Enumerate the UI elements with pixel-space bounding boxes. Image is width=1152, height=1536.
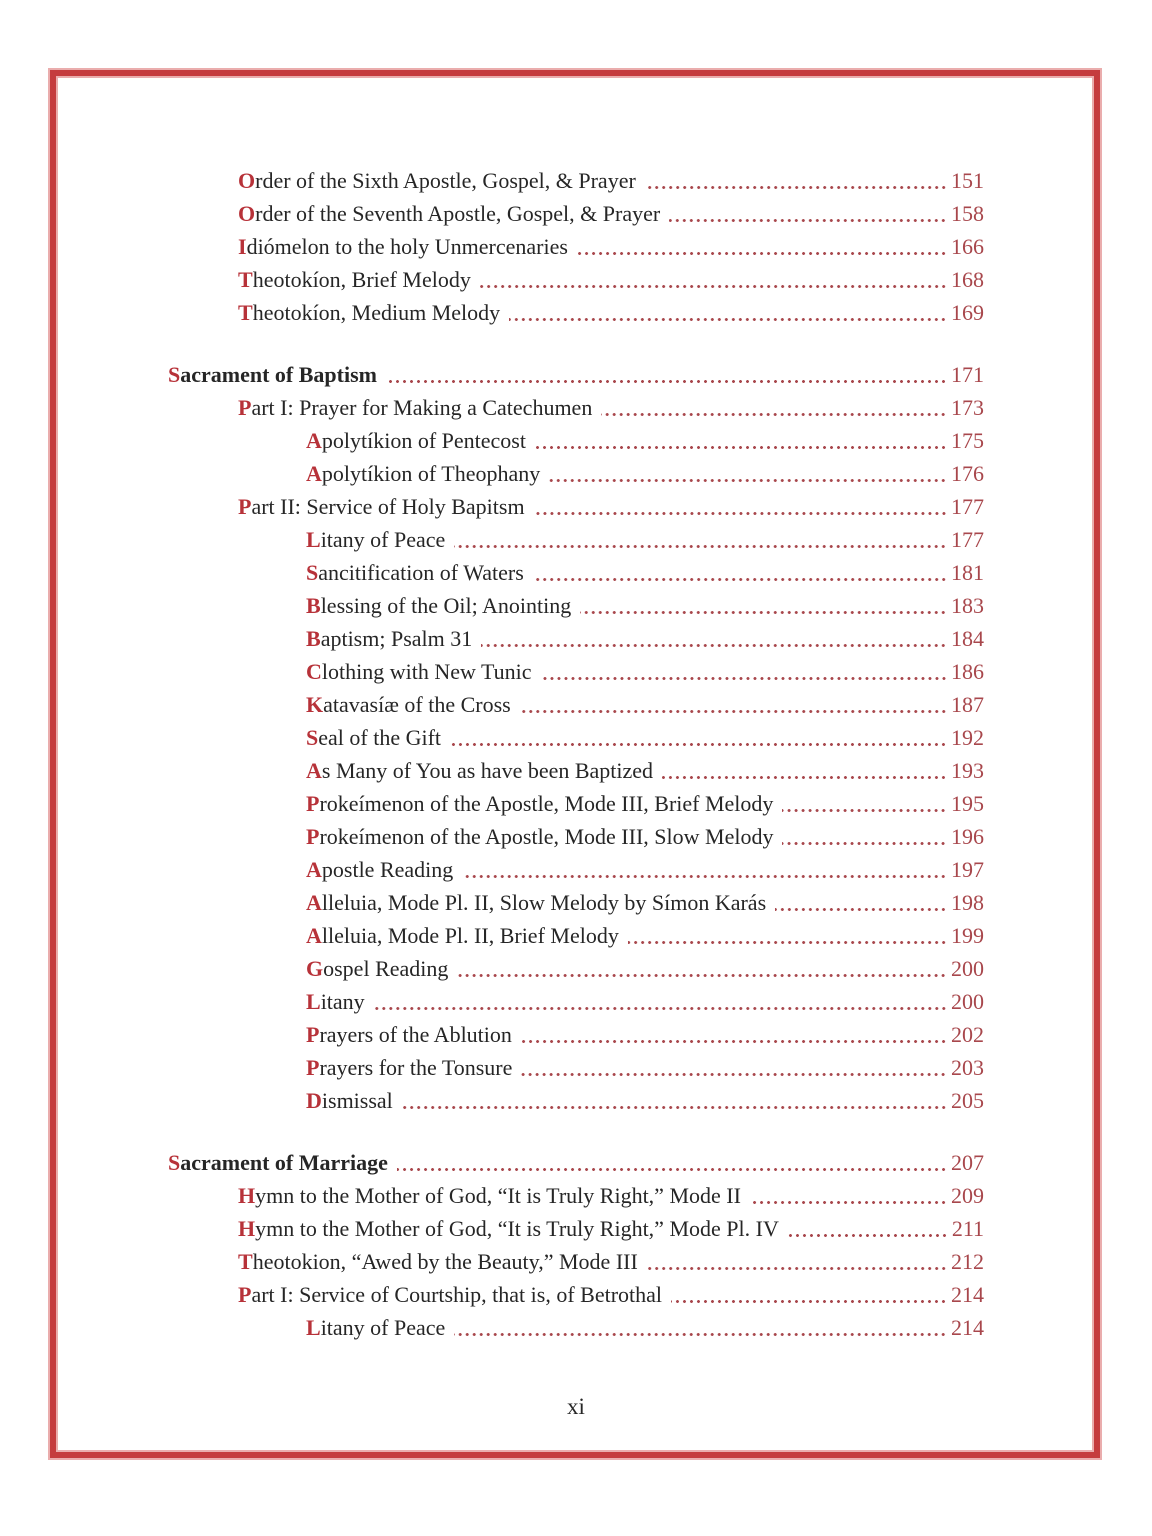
toc-entry-lead-letter: I <box>238 234 247 259</box>
toc-entry <box>168 457 984 490</box>
toc-entry-lead-letter: S <box>306 560 319 585</box>
toc-entry-page-number: 207 <box>951 1150 984 1175</box>
toc-entry-page-number: 176 <box>951 461 984 486</box>
toc-list <box>168 164 984 1344</box>
toc-entry <box>168 1245 984 1278</box>
dot-leader <box>402 1106 947 1109</box>
toc-entry-title: Sancitification of Waters <box>306 560 524 585</box>
toc-entry-lead-letter: S <box>306 725 319 750</box>
toc-entry-title: Alleluia, Mode Pl. II, Brief Melody <box>306 923 619 948</box>
page-number-footer: xi <box>567 1394 585 1419</box>
toc-entry-page-number: 169 <box>951 300 984 325</box>
toc-entry-title: Apolytíkion of Theophany <box>306 461 541 486</box>
dot-leader <box>520 710 947 713</box>
toc-entry <box>168 1179 984 1212</box>
dot-leader <box>386 380 947 383</box>
toc-entry <box>168 391 984 424</box>
toc-entry-page-number: 177 <box>951 494 984 519</box>
dot-leader <box>549 479 947 482</box>
toc-entry-page-number: 200 <box>951 989 984 1014</box>
toc-entry-title: Katavasíæ of the Cross <box>306 692 511 717</box>
toc-entry <box>168 490 984 523</box>
toc-entry <box>168 1146 984 1179</box>
toc-entry <box>168 787 984 820</box>
toc-entry <box>168 1212 984 1245</box>
toc-entry-title: Sacrament of Baptism <box>168 362 377 387</box>
toc-entry <box>168 263 984 296</box>
toc-entry-title: Blessing of the Oil; Anointing <box>306 593 572 618</box>
toc-entry-page-number: 203 <box>951 1055 984 1080</box>
toc-entry-page-number: 166 <box>951 234 984 259</box>
dot-leader <box>628 941 947 944</box>
dot-leader <box>782 842 947 845</box>
toc-entry-title: Prokeímenon of the Apostle, Mode III, Brief Melody <box>306 791 774 816</box>
dot-leader <box>454 1333 947 1336</box>
toc-entry-lead-letter: P <box>306 791 320 816</box>
toc-entry-page-number: 198 <box>951 890 984 915</box>
dot-leader <box>669 219 947 222</box>
toc-entry-page-number: 168 <box>951 267 984 292</box>
dot-leader <box>645 186 947 189</box>
toc-entry <box>168 919 984 952</box>
toc-entry <box>168 688 984 721</box>
toc-entry-title: Prayers of the Ablution <box>306 1022 512 1047</box>
toc-entry-page-number: 214 <box>951 1282 984 1307</box>
toc-entry-lead-letter: B <box>306 593 321 618</box>
dot-leader <box>775 908 947 911</box>
toc-entry <box>168 424 984 457</box>
toc-entry-lead-letter: K <box>306 692 324 717</box>
toc-entry-lead-letter: G <box>306 956 324 981</box>
toc-entry-lead-letter: C <box>306 659 322 684</box>
toc-entry-title: Litany of Peace <box>306 1315 446 1340</box>
toc-entry-title: Part I: Service of Courtship, that is, of Betrothal <box>238 1282 663 1307</box>
toc-entry-title: Sacrament of Marriage <box>168 1150 388 1175</box>
toc-entry-title: Order of the Sixth Apostle, Gospel, & Prayer <box>238 168 636 193</box>
toc-entry-lead-letter: A <box>306 461 322 486</box>
dot-leader <box>750 1201 947 1204</box>
toc-entry-page-number: 202 <box>951 1022 984 1047</box>
toc-entry-title: Prayers for the Tonsure <box>306 1055 513 1080</box>
dot-leader <box>462 875 947 878</box>
toc-entry <box>168 985 984 1018</box>
toc-entry <box>168 230 984 263</box>
dot-leader <box>788 1234 948 1237</box>
toc-entry-title: Gospel Reading <box>306 956 449 981</box>
toc-entry-page-number: 173 <box>951 395 984 420</box>
toc-entry-lead-letter: T <box>238 300 253 325</box>
toc-entry-page-number: 205 <box>951 1088 984 1113</box>
toc-entry <box>168 1084 984 1117</box>
dot-leader <box>521 1073 947 1076</box>
toc-entry-page-number: 197 <box>951 857 984 882</box>
toc-entry-page-number: 181 <box>951 560 984 585</box>
toc-entry-page-number: 209 <box>951 1183 984 1208</box>
toc-entry <box>168 523 984 556</box>
toc-entry-lead-letter: A <box>306 428 322 453</box>
toc-entry-page-number: 200 <box>951 956 984 981</box>
toc-entry <box>168 622 984 655</box>
toc-entry-title: Theotokion, “Awed by the Beauty,” Mode III <box>238 1249 638 1274</box>
dot-leader <box>535 446 947 449</box>
toc-entry-page-number: 196 <box>951 824 984 849</box>
toc-entry-title: Dismissal <box>306 1088 393 1113</box>
toc-entry <box>168 358 984 391</box>
toc-entry-title: Order of the Seventh Apostle, Gospel, & Prayer <box>238 201 661 226</box>
toc-entry-lead-letter: L <box>306 989 321 1014</box>
dot-leader <box>647 1267 947 1270</box>
toc-entry-lead-letter: P <box>306 1022 320 1047</box>
toc-entry-lead-letter: P <box>238 1282 252 1307</box>
toc-entry <box>168 296 984 329</box>
toc-entry-title: Clothing with New Tunic <box>306 659 532 684</box>
toc-entry-page-number: 158 <box>951 201 984 226</box>
toc-entry-lead-letter: O <box>238 201 256 226</box>
toc-entry-page-number: 211 <box>951 1216 984 1241</box>
toc-entry-page-number: 186 <box>951 659 984 684</box>
dot-leader <box>534 512 947 515</box>
toc-entry <box>168 1018 984 1051</box>
dot-leader <box>533 578 947 581</box>
toc-entry-page-number: 184 <box>951 626 984 651</box>
dot-leader <box>454 545 947 548</box>
toc-entry-lead-letter: S <box>168 1150 181 1175</box>
toc-entry-lead-letter: S <box>168 362 181 387</box>
dot-leader <box>480 285 947 288</box>
toc-entry-lead-letter: B <box>306 626 321 651</box>
dot-leader <box>374 1007 947 1010</box>
toc-entry-title: Prokeímenon of the Apostle, Mode III, Slow Melody <box>306 824 774 849</box>
toc-entry-page-number: 192 <box>951 725 984 750</box>
toc-entry-lead-letter: O <box>238 168 256 193</box>
toc-entry <box>168 655 984 688</box>
toc-entry <box>168 1278 984 1311</box>
dot-leader <box>662 776 947 779</box>
toc-entry-title: Apolytíkion of Pentecost <box>306 428 526 453</box>
toc-entry <box>168 820 984 853</box>
toc-entry-lead-letter: T <box>238 1249 253 1274</box>
toc-entry-page-number: 183 <box>951 593 984 618</box>
toc-entry-title: Part I: Prayer for Making a Catechumen <box>238 395 593 420</box>
dot-leader <box>601 413 947 416</box>
toc-entry-lead-letter: H <box>238 1183 256 1208</box>
toc-entry-page-number: 193 <box>951 758 984 783</box>
toc-entry-title: Theotokíon, Brief Melody <box>238 267 471 292</box>
toc-entry-page-number: 199 <box>951 923 984 948</box>
toc-entry-page-number: 195 <box>951 791 984 816</box>
dot-leader <box>541 677 947 680</box>
toc-entry <box>168 556 984 589</box>
toc-entry-title: Litany of Peace <box>306 527 446 552</box>
toc-entry-lead-letter: T <box>238 267 253 292</box>
toc-entry-lead-letter: P <box>238 494 252 519</box>
toc-entry-title: Apostle Reading <box>306 857 454 882</box>
toc-entry-lead-letter: A <box>306 923 322 948</box>
dot-leader <box>509 318 947 321</box>
toc-entry <box>168 853 984 886</box>
dot-leader <box>782 809 947 812</box>
toc-entry-lead-letter: P <box>238 395 252 420</box>
toc-content <box>56 76 1094 1452</box>
toc-entry-lead-letter: A <box>306 758 322 783</box>
toc-entry-title: Alleluia, Mode Pl. II, Slow Melody by Símon Karás <box>306 890 767 915</box>
toc-entry-title: Idiómelon to the holy Unmercenaries <box>238 234 568 259</box>
dot-leader <box>580 611 947 614</box>
dot-leader <box>577 252 947 255</box>
toc-entry-page-number: 151 <box>951 168 984 193</box>
toc-entry-lead-letter: L <box>306 1315 321 1340</box>
toc-entry-title: Theotokíon, Medium Melody <box>238 300 501 325</box>
toc-entry <box>168 754 984 787</box>
toc-entry <box>168 1051 984 1084</box>
toc-entry <box>168 886 984 919</box>
toc-entry <box>168 721 984 754</box>
dot-leader <box>397 1168 947 1171</box>
toc-entry-page-number: 212 <box>951 1249 984 1274</box>
toc-entry <box>168 589 984 622</box>
toc-entry-lead-letter: A <box>306 890 322 915</box>
toc-entry-title: Baptism; Psalm 31 <box>306 626 473 651</box>
toc-entry-title: As Many of You as have been Baptized <box>306 758 654 783</box>
dot-leader <box>521 1040 947 1043</box>
dot-leader <box>450 743 947 746</box>
toc-entry <box>168 197 984 230</box>
toc-entry-lead-letter: L <box>306 527 321 552</box>
toc-entry-title: Hymn to the Mother of God, “It is Truly Right,” Mode Pl. IV <box>238 1216 779 1241</box>
toc-entry-page-number: 214 <box>951 1315 984 1340</box>
toc-entry-lead-letter: A <box>306 857 322 882</box>
dot-leader <box>481 644 947 647</box>
toc-entry-title: Litany <box>306 989 365 1014</box>
toc-entry-page-number: 171 <box>951 362 984 387</box>
toc-entry-page-number: 187 <box>951 692 984 717</box>
toc-entry <box>168 952 984 985</box>
dot-leader <box>457 974 947 977</box>
toc-entry-lead-letter: P <box>306 1055 320 1080</box>
toc-entry <box>168 164 984 197</box>
toc-entry-lead-letter: H <box>238 1216 256 1241</box>
toc-entry-page-number: 177 <box>951 527 984 552</box>
toc-entry-title: Hymn to the Mother of God, “It is Truly Right,” Mode II <box>238 1183 741 1208</box>
toc-entry-lead-letter: P <box>306 824 320 849</box>
toc-entry-title: Part II: Service of Holy Bapitsm <box>238 494 525 519</box>
dot-leader <box>671 1300 947 1303</box>
toc-entry <box>168 1311 984 1344</box>
toc-entry-title: Seal of the Gift <box>306 725 442 750</box>
toc-entry-page-number: 175 <box>951 428 984 453</box>
toc-entry-lead-letter: D <box>306 1088 322 1113</box>
page-border-frame <box>50 70 1100 1458</box>
